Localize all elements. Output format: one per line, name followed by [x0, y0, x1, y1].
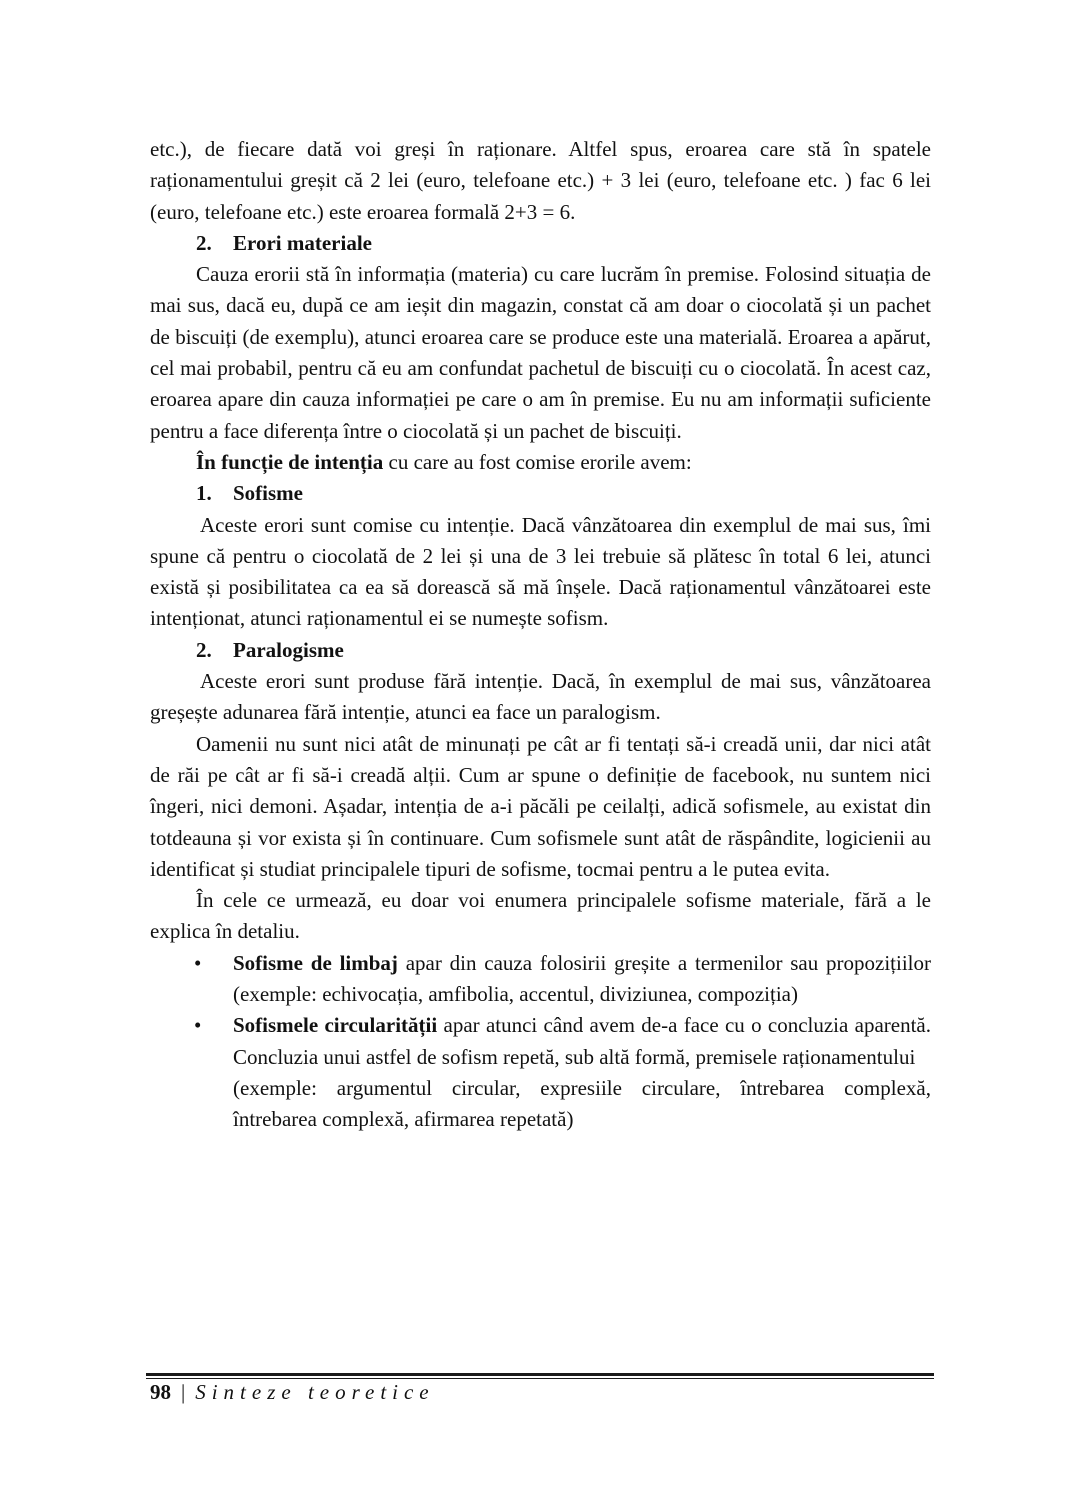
- paragraph-intention-intro: [150, 447, 931, 478]
- heading-number: 2.: [196, 637, 212, 662]
- item-examples: (exemple: argumentul circular, expresiile circulare, întrebarea complexă, întrebarea complexă, afirmarea repetată): [233, 1075, 931, 1132]
- heading-sofisme: [150, 478, 931, 509]
- bold-term: Sofismele circularității: [233, 1013, 438, 1038]
- paragraph-formal-error-conclusion: etc.), de fiecare dată voi greși în raționare. Altfel spus, eroarea care stă în spatele raționamentului greșit că 2 lei (euro, telefoane etc.) + 3 lei (euro, telefoane etc. ) fac 6 lei (euro, telefoane etc.) este eroarea formală 2+3 = 6.: [150, 137, 931, 224]
- footer-rule-thick: [146, 1373, 934, 1376]
- heading-title: Paralogisme: [233, 637, 344, 662]
- item-text: apar atunci când avem de-a face cu o concluzia aparentă. Concluzia unui astfel de sofism repetă, sub altă formă, premisele raționamentului: [233, 1013, 932, 1069]
- heading-number: 2.: [196, 230, 212, 255]
- list-item-sofismele-circularitatii: [150, 1010, 931, 1135]
- bold-phrase: În funcție de intenția: [196, 449, 384, 474]
- paragraph-people: Oamenii nu sunt nici atât de minunați pe cât ar fi tentați să-i creadă unii, dar nici atât de răi pe cât ar fi să-i creadă alții. Cum ar spune o definiție de facebook, nu suntem nici îngeri, nici demoni. Așadar, intenția de a-i păcăli pe ceilalți, adică sofismele, au existat din totdeauna și vor exista și în continuare. Cum sofismele sunt atât de răspândite, logicienii au identificat și studiat principalele tipuri de sofisme, tocmai pentru a le putea evita.: [150, 731, 931, 881]
- list-item-sofisme-limbaj: [150, 948, 931, 1011]
- text-rest: cu care au fost comise erorile avem:: [383, 449, 692, 474]
- item-text: apar din cauza folosirii greșite a termenilor sau propozițiilor (exemple: echivocația, amfibolia, accentul, diviziunea, compoziția): [233, 950, 932, 1007]
- heading-number: 1.: [196, 481, 212, 506]
- book-title: Sinteze teoretice: [195, 1380, 435, 1404]
- paragraph-paralogisme: Aceste erori sunt produse fără intenție. Dacă, în exemplul de mai sus, vânzătoarea greșește adunarea fără intenție, atunci ea face un paralogism.: [150, 669, 931, 725]
- page-body: [150, 134, 931, 1136]
- page-footer: [150, 1380, 435, 1405]
- paragraph-enumeration-intro: În cele ce urmează, eu doar voi enumera principalele sofisme materiale, fără a le explica în detaliu.: [150, 888, 931, 944]
- sophism-list: [150, 948, 931, 1136]
- heading-erori-materiale: [150, 228, 931, 259]
- footer-rule-thin: [146, 1378, 934, 1379]
- heading-title: Erori materiale: [233, 230, 372, 255]
- bold-term: Sofisme de limbaj: [233, 950, 398, 975]
- paragraph-sofisme: Aceste erori sunt comise cu intenție. Dacă vânzătoarea din exemplul de mai sus, îmi spune că pentru o ciocolată de 2 lei și una de 3 lei trebuie să plătesc în total 6 lei, atunci există și posibilitatea ca ea să dorească să mă înșele. Dacă raționamentul vânzătoarei este intenționat, atunci raționamentul ei se numește sofism.: [150, 512, 931, 631]
- paragraph-material-errors: Cauza erorii stă în informația (materia) cu care lucrăm în premise. Folosind situația de mai sus, dacă eu, după ce am ieșit din magazin, constat că am doar o ciocolată și un pachet de biscuiți (de exemplu), atunci eroarea care se produce este una materială. Eroarea a apărut, cel mai probabil, pentru că eu am confundat pachetul de biscuiți cu o ciocolată. În acest caz, eroarea apare din cauza informației pe care o am în premise. Eu nu am informații suficiente pentru a face diferența între o ciocolată și un pachet de biscuiți.: [150, 262, 931, 443]
- bullet-icon: •: [194, 950, 202, 975]
- bullet-icon: •: [194, 1013, 202, 1038]
- heading-paralogisme: [150, 635, 931, 666]
- heading-title: Sofisme: [233, 481, 303, 506]
- page-number: 98: [150, 1380, 171, 1404]
- footer-separator: |: [181, 1380, 186, 1404]
